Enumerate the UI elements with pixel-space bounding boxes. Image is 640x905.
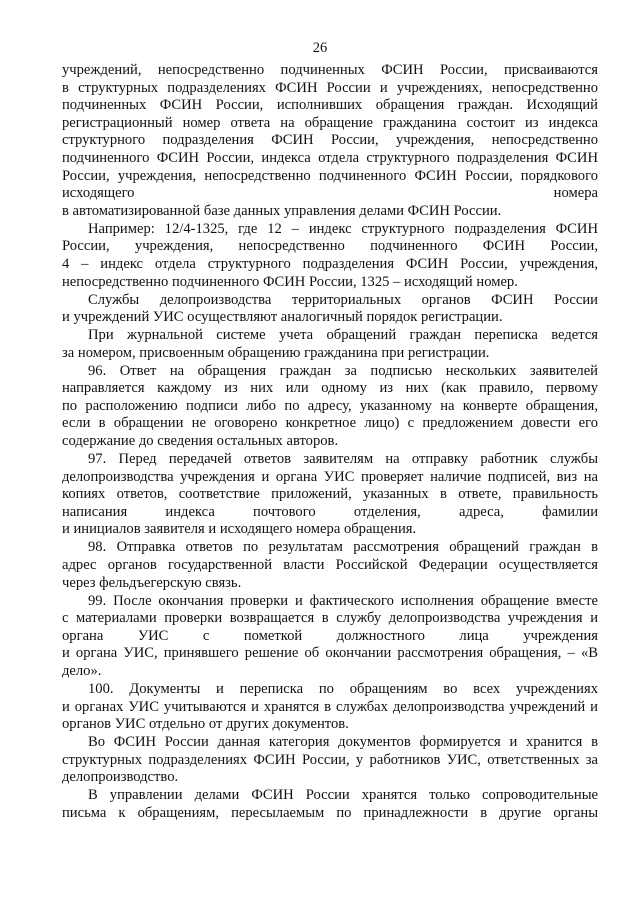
text-line: через фельдъегерскую связь. [62,574,242,591]
text-line: органа УИС с пометкой должностного лица учреждения [62,627,598,644]
paragraph [62,292,598,327]
text-line: и органа УИС, принявшего решение об окончании рассмотрения обращения, – «В [62,645,598,662]
text-line: 99. После окончания проверки и фактического исполнения обращение вместе [88,592,598,609]
paragraph [62,734,598,787]
paragraph [62,451,598,539]
text-line: адрес органов государственной власти Российской Федерации осуществляется [62,556,598,573]
text-line: Например: 12/4-1325, где 12 – индекс структурного подразделения ФСИН [88,220,598,237]
text-line: России, учреждения, непосредственно подчиненного ФСИН России, порядкового [62,167,598,184]
text-line: в структурных подразделениях ФСИН России и учреждениях, непосредственно [62,79,598,96]
text-line: делопроизводства учреждения и органа УИС проверяет наличие подписей, виз на [62,468,598,485]
text-line: исходящего номера [62,185,598,202]
paragraph [62,593,598,681]
text-line: Службы делопроизводства территориальных органов ФСИН России [88,291,598,308]
text-line: подчиненного ФСИН России, индекса отдела структурного подразделения ФСИН [62,149,598,166]
text-line: При журнальной системе учета обращений граждан переписка ведется [88,327,598,344]
text-line: по расположению подписи либо по адресу, указанному на конверте обращения, [62,397,598,414]
text-line: за номером, присвоенным обращению гражданина при регистрации. [62,344,490,361]
text-line: дело». [62,662,102,679]
paragraph [62,681,598,734]
text-line: написания индекса почтового отделения, адреса, фамилии [62,503,598,520]
text-line: структурного подразделения ФСИН России, учреждения, непосредственно [62,132,598,149]
paragraph [62,327,598,362]
text-line: 98. Отправка ответов по результатам рассмотрения обращений граждан в [88,539,598,556]
text-line: делопроизводство. [62,769,179,786]
text-line: если в обращении не оговорено конкретное лицо) с предложением довести его [62,415,598,432]
paragraph [62,221,598,291]
paragraph [62,62,598,220]
page-number: 26 [312,40,328,56]
text-line: в автоматизированной базе данных управления делами ФСИН России. [62,202,502,219]
paragraph [62,363,598,451]
document-body [62,62,598,823]
text-line: с материалами проверки возвращается в службу делопроизводства учреждения и [62,610,598,627]
text-line: структурных подразделениях ФСИН России, у работников УИС, ответственных за [62,751,598,768]
text-line: непосредственно подчиненного ФСИН России, 1325 – исходящий номер. [62,273,518,290]
paragraph [62,539,598,592]
text-line: направляется каждому из них или одному из них (как правило, первому [62,380,598,397]
text-line: копиях ответов, соответствие приложений, указанных в ответе, правильность [62,486,598,503]
text-line: учреждений, непосредственно подчиненных ФСИН России, присваиваются [62,62,598,78]
text-line: и инициалов заявителя и исходящего номера обращения. [62,521,417,538]
text-line: России, учреждения, непосредственно подчиненного ФСИН России, [62,238,598,255]
text-line: 97. Перед передачей ответов заявителям на отправку работник службы [88,451,598,468]
text-line: 96. Ответ на обращения граждан за подписью нескольких заявителей [88,362,598,379]
text-line: содержание до сведения остальных авторов. [62,433,339,450]
text-line: Во ФСИН России данная категория документов формируется и хранится в [88,734,598,751]
text-line: регистрационный номер ответа на обращение гражданина состоит из индекса [62,114,598,131]
text-line: органов УИС отдельно от других документов. [62,716,349,733]
text-line: В управлении делами ФСИН России хранятся только сопроводительные [88,787,598,804]
paragraph [62,787,598,822]
text-line: и учреждений УИС осуществляют аналогичный порядок регистрации. [62,309,503,326]
text-line: подчиненных ФСИН России, исполнивших обращения граждан. Исходящий [62,97,598,114]
text-line: 100. Документы и переписка по обращениям во всех учреждениях [88,680,598,697]
text-line: и органах УИС учитываются и хранятся в службах делопроизводства учреждений и [62,698,598,715]
text-line: письма к обращениям, пересылаемым по принадлежности в другие органы [62,804,598,821]
text-line: 4 – индекс отдела структурного подразделения ФСИН России, учреждения, [62,255,598,272]
